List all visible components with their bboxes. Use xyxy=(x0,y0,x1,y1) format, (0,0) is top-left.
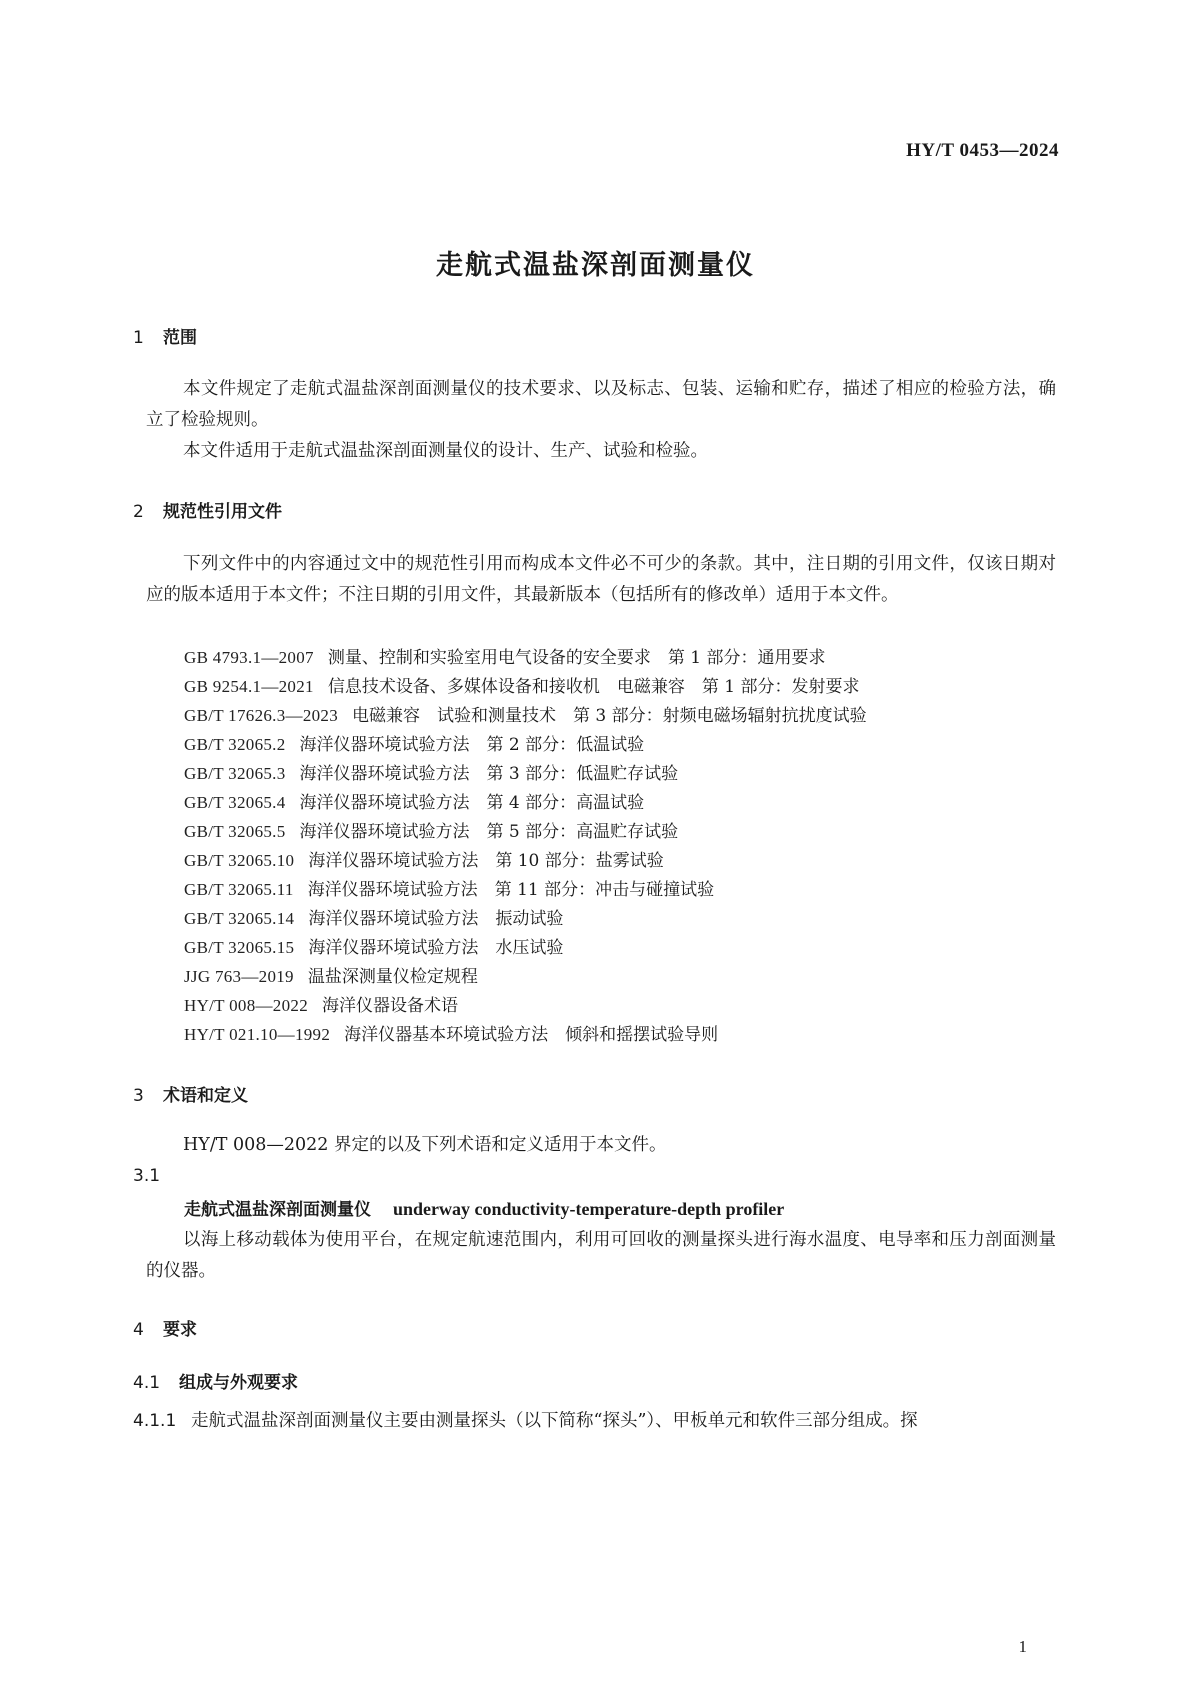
reference-title: 海洋仪器环境试验方法 第 2 部分：低温试验 xyxy=(299,735,645,755)
section-number: 2 xyxy=(133,502,144,522)
reference-code: HY/T 008—2022 xyxy=(184,996,309,1015)
section-title: 术语和定义 xyxy=(163,1086,248,1106)
reference-title: 海洋仪器环境试验方法 第 4 部分：高温试验 xyxy=(299,793,645,813)
reference-item xyxy=(184,904,563,929)
reference-code: HY/T 021.10—1992 xyxy=(184,1025,331,1044)
section-1-paragraph-1: 本文件规定了走航式温盐深剖面测量仪的技术要求、以及标志、包装、运输和贮存，描述了相应的检验方法，确立了检验规则。 xyxy=(146,379,1056,430)
section-1-paragraph-2: 本文件适用于走航式温盐深剖面测量仪的设计、生产、试验和检验。 xyxy=(183,441,708,461)
reference-code: GB/T 17626.3—2023 xyxy=(184,706,339,725)
subsection-number: 4.1 xyxy=(133,1373,161,1393)
reference-title: 海洋仪器设备术语 xyxy=(322,996,459,1016)
section-2-intro: 下列文件中的内容通过文中的规范性引用而构成本文件必不可少的条款。其中，注日期的引用文件，仅该日期对应的版本适用于本文件；不注日期的引用文件，其最新版本（包括所有的修改单）适用于本文件。 xyxy=(146,554,1056,605)
term-number: 3.1 xyxy=(133,1166,161,1186)
reference-title: 海洋仪器环境试验方法 第 10 部分：盐雾试验 xyxy=(308,851,664,871)
term-english: underway conductivity-temperature-depth profiler xyxy=(393,1199,785,1219)
reference-item xyxy=(184,991,458,1016)
reference-title: 测量、控制和实验室用电气设备的安全要求 第 1 部分：通用要求 xyxy=(327,648,826,668)
document-title: 走航式温盐深剖面测量仪 xyxy=(436,250,755,281)
section-2-heading xyxy=(133,497,282,522)
reference-item xyxy=(184,672,859,697)
reference-title: 温盐深测量仪检定规程 xyxy=(307,967,478,987)
page-number: 1 xyxy=(1018,1637,1027,1656)
section-3-intro: HY/T 008—2022 界定的以及下列术语和定义适用于本文件。 xyxy=(183,1135,667,1155)
section-3-heading xyxy=(133,1081,248,1106)
reference-code: GB/T 32065.11 xyxy=(184,880,294,899)
clause-4-1-1 xyxy=(133,1406,918,1437)
section-title: 要求 xyxy=(163,1320,197,1340)
reference-item xyxy=(184,846,664,871)
reference-code: GB/T 32065.5 xyxy=(184,822,286,841)
reference-code: GB 9254.1—2021 xyxy=(184,677,314,696)
reference-code: GB/T 32065.4 xyxy=(184,793,286,812)
reference-item xyxy=(184,643,825,668)
section-number: 4 xyxy=(133,1320,144,1340)
section-1-heading xyxy=(133,323,197,348)
reference-code: GB/T 32065.2 xyxy=(184,735,286,754)
reference-item xyxy=(184,817,678,842)
reference-title: 海洋仪器环境试验方法 第 11 部分：冲击与碰撞试验 xyxy=(307,880,715,900)
section-title: 范围 xyxy=(163,328,197,348)
section-4-heading xyxy=(133,1315,197,1340)
reference-code: GB/T 32065.14 xyxy=(184,909,295,928)
section-title: 规范性引用文件 xyxy=(163,502,282,522)
reference-code: GB 4793.1—2007 xyxy=(184,648,314,667)
reference-title: 海洋仪器基本环境试验方法 倾斜和摇摆试验导则 xyxy=(344,1025,719,1045)
subsection-4-1-heading xyxy=(133,1368,298,1393)
section-number: 1 xyxy=(133,328,144,348)
standard-code: HY/T 0453—2024 xyxy=(906,140,1059,161)
reference-title: 海洋仪器环境试验方法 第 3 部分：低温贮存试验 xyxy=(299,764,679,784)
reference-code: GB/T 32065.3 xyxy=(184,764,286,783)
subsection-title: 组成与外观要求 xyxy=(179,1373,298,1393)
reference-title: 海洋仪器环境试验方法 振动试验 xyxy=(308,909,564,929)
reference-title: 信息技术设备、多媒体设备和接收机 电磁兼容 第 1 部分：发射要求 xyxy=(327,677,860,697)
reference-code: GB/T 32065.10 xyxy=(184,851,295,870)
section-number: 3 xyxy=(133,1086,144,1106)
reference-title: 海洋仪器环境试验方法 第 5 部分：高温贮存试验 xyxy=(299,822,679,842)
clause-text: 走航式温盐深剖面测量仪主要由测量探头（以下简称“探头”）、甲板单元和软件三部分组成。探 xyxy=(191,1411,918,1431)
reference-code: JJG 763—2019 xyxy=(184,967,294,986)
term-chinese: 走航式温盐深剖面测量仪 xyxy=(184,1200,371,1220)
reference-item xyxy=(184,788,644,813)
reference-title: 电磁兼容 试验和测量技术 第 3 部分：射频电磁场辐射抗扰度试验 xyxy=(352,706,867,726)
reference-code: GB/T 32065.15 xyxy=(184,938,295,957)
reference-item xyxy=(184,701,867,726)
reference-item xyxy=(184,875,714,900)
reference-item xyxy=(184,730,644,755)
reference-item xyxy=(184,962,478,987)
reference-item xyxy=(184,933,563,958)
reference-title: 海洋仪器环境试验方法 水压试验 xyxy=(308,938,564,958)
reference-item xyxy=(184,759,678,784)
term-entry xyxy=(184,1195,784,1220)
term-definition: 以海上移动载体为使用平台，在规定航速范围内，利用可回收的测量探头进行海水温度、电导率和压力剖面测量的仪器。 xyxy=(146,1230,1056,1281)
reference-item xyxy=(184,1020,718,1045)
clause-number: 4.1.1 xyxy=(133,1411,177,1431)
